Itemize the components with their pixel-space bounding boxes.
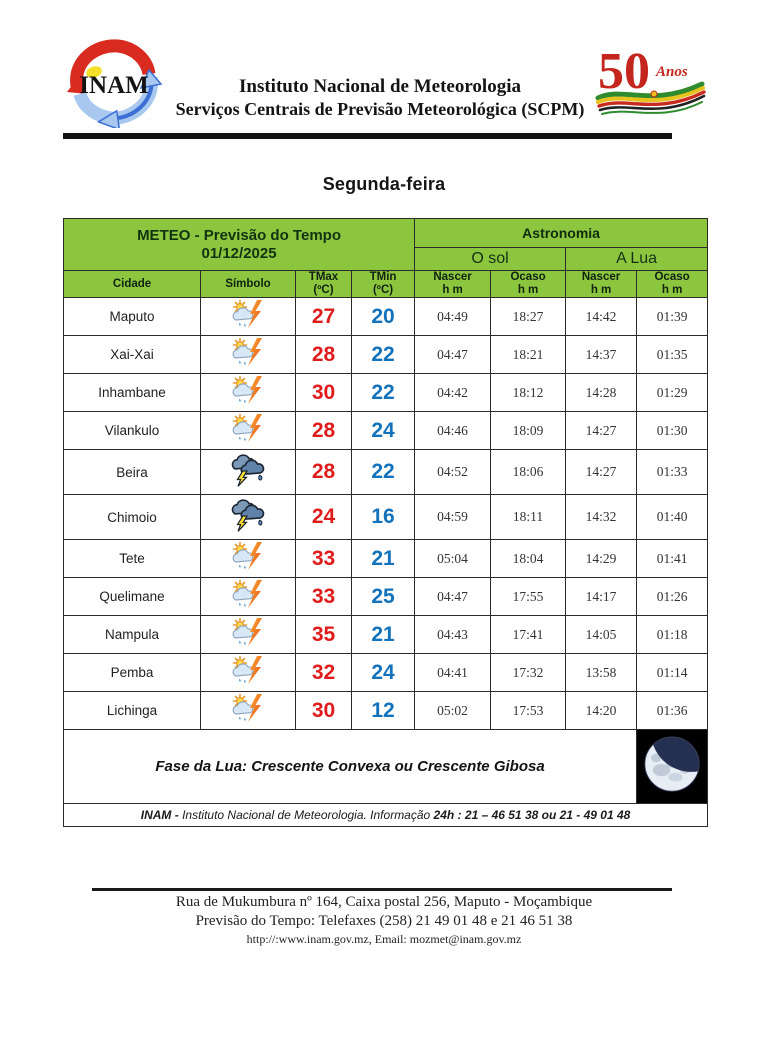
sun-rain-lightning-icon xyxy=(228,579,268,609)
tmax-value: 35 xyxy=(296,616,352,654)
table-row-vilankulo xyxy=(64,412,708,450)
moon-rise-time: 13:58 xyxy=(566,654,637,692)
moon-set-time: 01:39 xyxy=(637,298,708,336)
set-label: Ocaso xyxy=(654,271,690,283)
moon-rise-time: 14:32 xyxy=(566,495,637,540)
tmin-unit: (ºC) xyxy=(372,284,394,296)
moon-phase-row xyxy=(64,730,708,804)
sun-set-time: 18:27 xyxy=(491,298,566,336)
sun-rise-time: 04:47 xyxy=(415,336,491,374)
moon-set-time: 01:35 xyxy=(637,336,708,374)
inam-logo-text: INAM xyxy=(79,72,149,99)
sun-set-time: 18:09 xyxy=(491,412,566,450)
sun-rise-time: 04:41 xyxy=(415,654,491,692)
sun-rain-lightning-icon xyxy=(228,693,268,723)
table-row-maputo xyxy=(64,298,708,336)
sun-set-time: 17:41 xyxy=(491,616,566,654)
moon-set-time: 01:33 xyxy=(637,450,708,495)
sun-rise-time: 04:42 xyxy=(415,374,491,412)
anniversary-word: Anos xyxy=(656,64,688,80)
moon-rise-time: 14:37 xyxy=(566,336,637,374)
weather-symbol-cell xyxy=(201,692,296,730)
tmin-value: 22 xyxy=(352,336,415,374)
city-name: Tete xyxy=(64,540,201,578)
sun-set-time: 17:32 xyxy=(491,654,566,692)
meteo-title: METEO - Previsão do Tempo xyxy=(137,227,341,244)
city-name: Chimoio xyxy=(64,495,201,540)
tmin-value: 22 xyxy=(352,450,415,495)
sun-rain-lightning-icon xyxy=(228,413,268,443)
tmin-value: 21 xyxy=(352,540,415,578)
weekday-title: Segunda-feira xyxy=(322,174,446,194)
hm-label: h m xyxy=(590,284,612,296)
anniversary-50-anos-icon xyxy=(592,36,707,124)
table-row-inhambane xyxy=(64,374,708,412)
city-name: Vilankulo xyxy=(64,412,201,450)
footer-address: Rua de Mukumbura nº 164, Caixa postal 256, Maputo - Moçambique xyxy=(175,894,593,910)
rise-label: Nascer xyxy=(581,271,621,283)
footer-phones: Previsão do Tempo: Telefaxes (258) 21 49 01 48 e 21 46 51 38 xyxy=(195,913,573,929)
sun-rise-time: 04:49 xyxy=(415,298,491,336)
weather-symbol-cell xyxy=(201,654,296,692)
info-phone-numbers: 24h : 21 – 46 51 38 ou 21 - 49 01 48 xyxy=(433,808,631,822)
sun-set-time: 17:53 xyxy=(491,692,566,730)
col-header-tmax xyxy=(296,271,352,298)
info-org-text: Instituto Nacional de Meteorologia. Informação xyxy=(178,808,434,822)
moon-set-time: 01:30 xyxy=(637,412,708,450)
tmax-unit: (ºC) xyxy=(313,284,334,296)
weather-symbol-cell xyxy=(201,540,296,578)
inam-logo-icon xyxy=(63,36,165,128)
tmax-value: 28 xyxy=(296,412,352,450)
table-row-quelimane xyxy=(64,578,708,616)
weather-symbol-cell xyxy=(201,450,296,495)
info-inam-label: INAM - xyxy=(140,808,179,822)
city-name: Quelimane xyxy=(64,578,201,616)
weather-symbol-cell xyxy=(201,412,296,450)
table-row-chimoio xyxy=(64,495,708,540)
column-header-row xyxy=(64,271,708,298)
astronomia-header: Astronomia xyxy=(415,219,708,248)
sun-set-time: 18:21 xyxy=(491,336,566,374)
moon-rise-time: 14:20 xyxy=(566,692,637,730)
anniversary-number: 50 xyxy=(598,43,650,100)
tmax-value: 30 xyxy=(296,374,352,412)
moon-phase-text: Fase da Lua: Crescente Convexa ou Crescente Gibosa xyxy=(64,730,637,804)
sun-rise-time: 05:02 xyxy=(415,692,491,730)
sun-rain-lightning-icon xyxy=(228,617,268,647)
moon-set-time: 01:29 xyxy=(637,374,708,412)
city-name: Maputo xyxy=(64,298,201,336)
org-title-block xyxy=(173,76,587,120)
col-header-moon-set xyxy=(637,271,708,298)
tmin-value: 12 xyxy=(352,692,415,730)
table-row-nampula xyxy=(64,616,708,654)
col-header-symbol: Símbolo xyxy=(201,271,296,298)
footer-divider-rule xyxy=(92,888,672,891)
sun-rain-lightning-icon xyxy=(228,375,268,405)
moon-set-time: 01:36 xyxy=(637,692,708,730)
sun-section-header: O sol xyxy=(415,248,566,271)
tmin-value: 16 xyxy=(352,495,415,540)
org-title-line2: Serviços Centrais de Previsão Meteorológica (SCPM) xyxy=(175,99,585,119)
sun-rise-time: 05:04 xyxy=(415,540,491,578)
moon-rise-time: 14:17 xyxy=(566,578,637,616)
tmax-value: 33 xyxy=(296,578,352,616)
tmax-value: 32 xyxy=(296,654,352,692)
storm-cloud-lightning-icon xyxy=(227,453,269,487)
weather-symbol-cell xyxy=(201,336,296,374)
city-name: Xai-Xai xyxy=(64,336,201,374)
weather-symbol-cell xyxy=(201,495,296,540)
document-header xyxy=(63,36,707,128)
footer-address-block xyxy=(0,893,768,948)
city-name: Pemba xyxy=(64,654,201,692)
tmax-value: 30 xyxy=(296,692,352,730)
weather-symbol-cell xyxy=(201,578,296,616)
weather-symbol-cell xyxy=(201,298,296,336)
moon-rise-time: 14:42 xyxy=(566,298,637,336)
moon-set-time: 01:14 xyxy=(637,654,708,692)
moon-rise-time: 14:29 xyxy=(566,540,637,578)
gibbous-moon-icon xyxy=(637,730,707,798)
hm-label: h m xyxy=(442,284,463,296)
sun-rain-lightning-icon xyxy=(228,655,268,685)
meteo-title-cell xyxy=(64,219,415,271)
col-header-sun-set xyxy=(491,271,566,298)
moon-set-time: 01:18 xyxy=(637,616,708,654)
hm-label: h m xyxy=(661,284,683,296)
sun-rain-lightning-icon xyxy=(228,299,268,329)
tmax-label: TMax xyxy=(308,271,339,283)
moon-rise-time: 14:27 xyxy=(566,412,637,450)
storm-cloud-lightning-icon xyxy=(227,498,269,532)
sun-rise-time: 04:52 xyxy=(415,450,491,495)
rise-label: Nascer xyxy=(433,271,472,283)
sun-set-time: 18:04 xyxy=(491,540,566,578)
city-name: Nampula xyxy=(64,616,201,654)
forecast-table xyxy=(63,218,708,827)
moon-rise-time: 14:27 xyxy=(566,450,637,495)
meteo-date: 01/12/2025 xyxy=(201,245,277,262)
sun-set-time: 18:06 xyxy=(491,450,566,495)
info-line xyxy=(64,804,708,827)
sun-set-time: 18:12 xyxy=(491,374,566,412)
tmax-value: 33 xyxy=(296,540,352,578)
table-title-row xyxy=(64,219,708,248)
moon-photo xyxy=(637,730,708,804)
sun-rise-time: 04:59 xyxy=(415,495,491,540)
sun-rain-lightning-icon xyxy=(228,541,268,571)
col-header-tmin xyxy=(352,271,415,298)
sun-rise-time: 04:47 xyxy=(415,578,491,616)
org-title-line1: Instituto Nacional de Meteorologia xyxy=(239,76,521,97)
info-row xyxy=(64,804,708,827)
footer-web-email: http://:www.inam.gov.mz, Email: mozmet@inam.gov.mz xyxy=(246,932,522,946)
moon-set-time: 01:40 xyxy=(637,495,708,540)
table-row-beira xyxy=(64,450,708,495)
sun-rise-time: 04:43 xyxy=(415,616,491,654)
moon-set-time: 01:26 xyxy=(637,578,708,616)
moon-section-header: A Lua xyxy=(566,248,708,271)
col-header-moon-rise xyxy=(566,271,637,298)
moon-set-time: 01:41 xyxy=(637,540,708,578)
tmin-value: 20 xyxy=(352,298,415,336)
table-row-tete xyxy=(64,540,708,578)
header-divider-rule xyxy=(63,133,672,139)
city-name: Lichinga xyxy=(64,692,201,730)
tmax-value: 24 xyxy=(296,495,352,540)
moon-rise-time: 14:05 xyxy=(566,616,637,654)
weather-symbol-cell xyxy=(201,616,296,654)
table-row-pemba xyxy=(64,654,708,692)
col-header-sun-rise xyxy=(415,271,491,298)
city-name: Inhambane xyxy=(64,374,201,412)
sun-rain-lightning-icon xyxy=(228,337,268,367)
table-row-xai-xai xyxy=(64,336,708,374)
table-row-lichinga xyxy=(64,692,708,730)
tmin-value: 22 xyxy=(352,374,415,412)
weather-symbol-cell xyxy=(201,374,296,412)
tmin-label: TMin xyxy=(369,271,397,283)
tmax-value: 28 xyxy=(296,336,352,374)
tmin-value: 24 xyxy=(352,412,415,450)
sun-set-time: 18:11 xyxy=(491,495,566,540)
set-label: Ocaso xyxy=(510,271,546,283)
tmin-value: 25 xyxy=(352,578,415,616)
tmin-value: 21 xyxy=(352,616,415,654)
city-name: Beira xyxy=(64,450,201,495)
hm-label: h m xyxy=(517,284,539,296)
tmax-value: 28 xyxy=(296,450,352,495)
tmax-value: 27 xyxy=(296,298,352,336)
tmin-value: 24 xyxy=(352,654,415,692)
sun-set-time: 17:55 xyxy=(491,578,566,616)
moon-rise-time: 14:28 xyxy=(566,374,637,412)
col-header-city: Cidade xyxy=(64,271,201,298)
sun-rise-time: 04:46 xyxy=(415,412,491,450)
